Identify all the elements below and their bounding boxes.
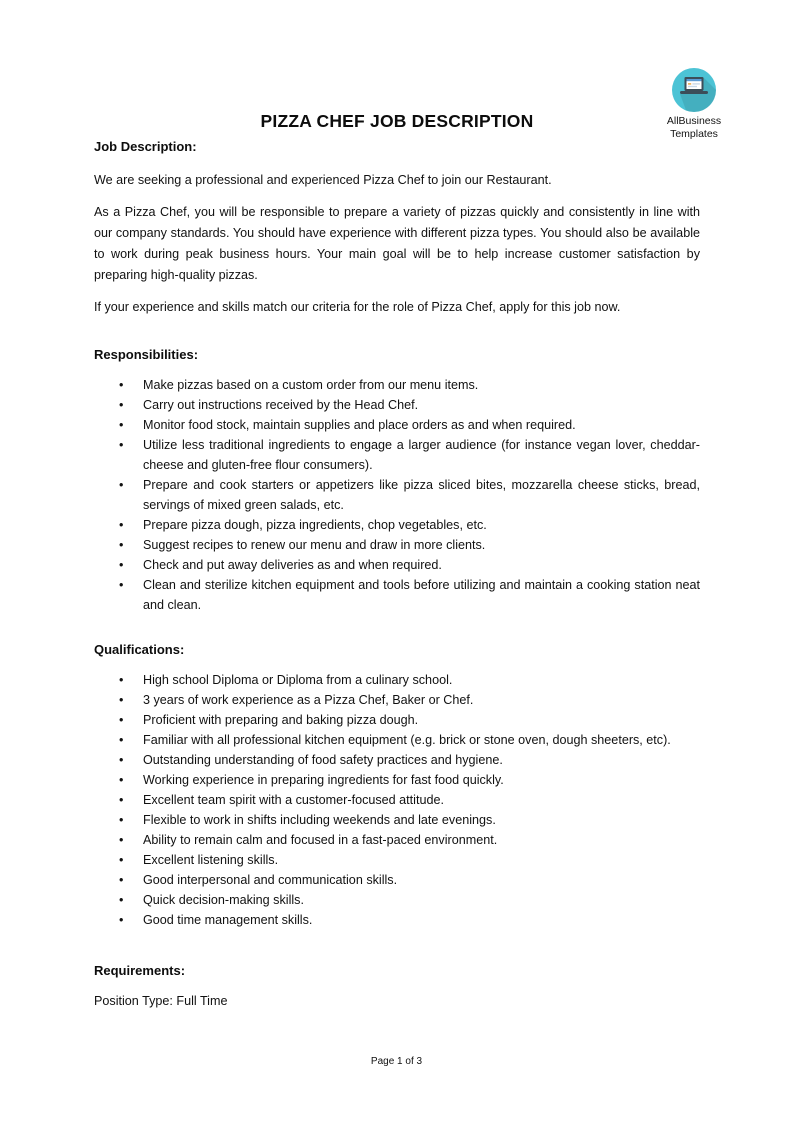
logo-brand-line2: Templates: [670, 128, 718, 140]
list-item-text: Clean and sterilize kitchen equipment and tools before utilizing and maintain a cooking station neat and clean.: [143, 578, 700, 612]
list-item: [94, 770, 700, 790]
bullet-icon: •: [119, 418, 124, 432]
allbusiness-templates-logo: [657, 67, 731, 141]
bullet-icon: •: [119, 873, 124, 887]
bullet-icon: •: [119, 853, 124, 867]
bullet-icon: •: [119, 478, 124, 492]
list-item-text: Quick decision-making skills.: [143, 893, 304, 907]
list-item-text: Flexible to work in shifts including weekends and late evenings.: [143, 813, 496, 827]
list-item-text: Familiar with all professional kitchen equipment (e.g. brick or stone oven, dough sheeters, etc).: [143, 733, 671, 747]
list-item: [94, 870, 700, 890]
bullet-icon: •: [119, 753, 124, 767]
bullet-icon: •: [119, 578, 124, 592]
list-item: [94, 435, 700, 475]
bullet-icon: •: [119, 733, 124, 747]
list-item: [94, 670, 700, 690]
list-item: [94, 850, 700, 870]
logo-brand-line1: AllBusiness: [666, 115, 722, 127]
list-item-text: Utilize less traditional ingredients to engage a larger audience (for instance vegan lover, cheddar-cheese and gluten-free flour consumers).: [143, 438, 700, 472]
bullet-icon: •: [119, 673, 124, 687]
list-item-text: Monitor food stock, maintain supplies and place orders as and when required.: [143, 418, 576, 432]
requirements-heading: Requirements:: [94, 963, 186, 978]
bullet-icon: •: [119, 398, 124, 412]
list-item: [94, 710, 700, 730]
list-item-text: Suggest recipes to renew our menu and draw in more clients.: [143, 538, 486, 552]
bullet-icon: •: [119, 518, 124, 532]
list-item-text: Excellent team spirit with a customer-focused attitude.: [143, 793, 444, 807]
list-item: [94, 375, 700, 395]
list-item: [94, 890, 700, 910]
page-number-indicator: Page 1 of 3: [370, 1056, 423, 1067]
bullet-icon: •: [119, 693, 124, 707]
list-item-text: Ability to remain calm and focused in a fast-paced environment.: [143, 833, 498, 847]
bullet-icon: •: [119, 893, 124, 907]
list-item-text: High school Diploma or Diploma from a culinary school.: [143, 673, 453, 687]
job-description-paragraphs: [94, 170, 700, 318]
list-item-text: Prepare pizza dough, pizza ingredients, chop vegetables, etc.: [143, 518, 487, 532]
list-item-text: Check and put away deliveries as and when required.: [143, 558, 442, 572]
list-item: [94, 575, 700, 615]
list-item: [94, 535, 700, 555]
list-item-text: Excellent listening skills.: [143, 853, 279, 867]
list-item-text: Proficient with preparing and baking pizza dough.: [143, 713, 419, 727]
list-item: [94, 790, 700, 810]
paragraph: If your experience and skills match our criteria for the role of Pizza Chef, apply for this job now.: [94, 300, 621, 314]
list-item: [94, 395, 700, 415]
bullet-icon: •: [119, 833, 124, 847]
list-item: [94, 415, 700, 435]
list-item: [94, 830, 700, 850]
list-item-text: Good interpersonal and communication skills.: [143, 873, 398, 887]
paragraph: We are seeking a professional and experienced Pizza Chef to join our Restaurant.: [94, 173, 552, 187]
list-item-text: Make pizzas based on a custom order from our menu items.: [143, 378, 479, 392]
bullet-icon: •: [119, 558, 124, 572]
bullet-icon: •: [119, 813, 124, 827]
qualifications-heading: Qualifications:: [94, 642, 185, 657]
responsibilities-list: [94, 375, 700, 615]
bullet-icon: •: [119, 538, 124, 552]
list-item: [94, 690, 700, 710]
list-item-text: Outstanding understanding of food safety practices and hygiene.: [143, 753, 503, 767]
list-item: [94, 810, 700, 830]
list-item-text: Working experience in preparing ingredients for fast food quickly.: [143, 773, 504, 787]
list-item: [94, 730, 700, 750]
list-item: [94, 515, 700, 535]
list-item-text: 3 years of work experience as a Pizza Chef, Baker or Chef.: [143, 693, 474, 707]
bullet-icon: •: [119, 913, 124, 927]
list-item-text: Good time management skills.: [143, 913, 313, 927]
bullet-icon: •: [119, 438, 124, 452]
responsibilities-heading: Responsibilities:: [94, 347, 199, 362]
position-type-text: Position Type: Full Time: [94, 994, 228, 1008]
list-item: [94, 475, 700, 515]
qualifications-list: [94, 670, 700, 930]
job-description-heading: Job Description:: [94, 139, 197, 154]
logo-brand-name: [657, 115, 731, 141]
list-item-text: Carry out instructions received by the Head Chef.: [143, 398, 419, 412]
list-item: [94, 555, 700, 575]
bullet-icon: •: [119, 713, 124, 727]
bullet-icon: •: [119, 773, 124, 787]
list-item: [94, 910, 700, 930]
bullet-icon: •: [119, 793, 124, 807]
laptop-icon: [657, 67, 731, 113]
bullet-icon: •: [119, 378, 124, 392]
list-item: [94, 750, 700, 770]
list-item-text: Prepare and cook starters or appetizers like pizza sliced bites, mozzarella cheese sticks, bread, servings of mixed green salads, etc.: [143, 478, 700, 512]
paragraph: As a Pizza Chef, you will be responsible to prepare a variety of pizzas quickly and consistently in line with our company standards. You should have experience with different pizza types. You should also be available to work during peak business hours. Your main goal will be to help increase customer satisfaction by preparing high-quality pizzas.: [94, 205, 700, 282]
page-title: PIZZA CHEF JOB DESCRIPTION: [260, 111, 534, 131]
